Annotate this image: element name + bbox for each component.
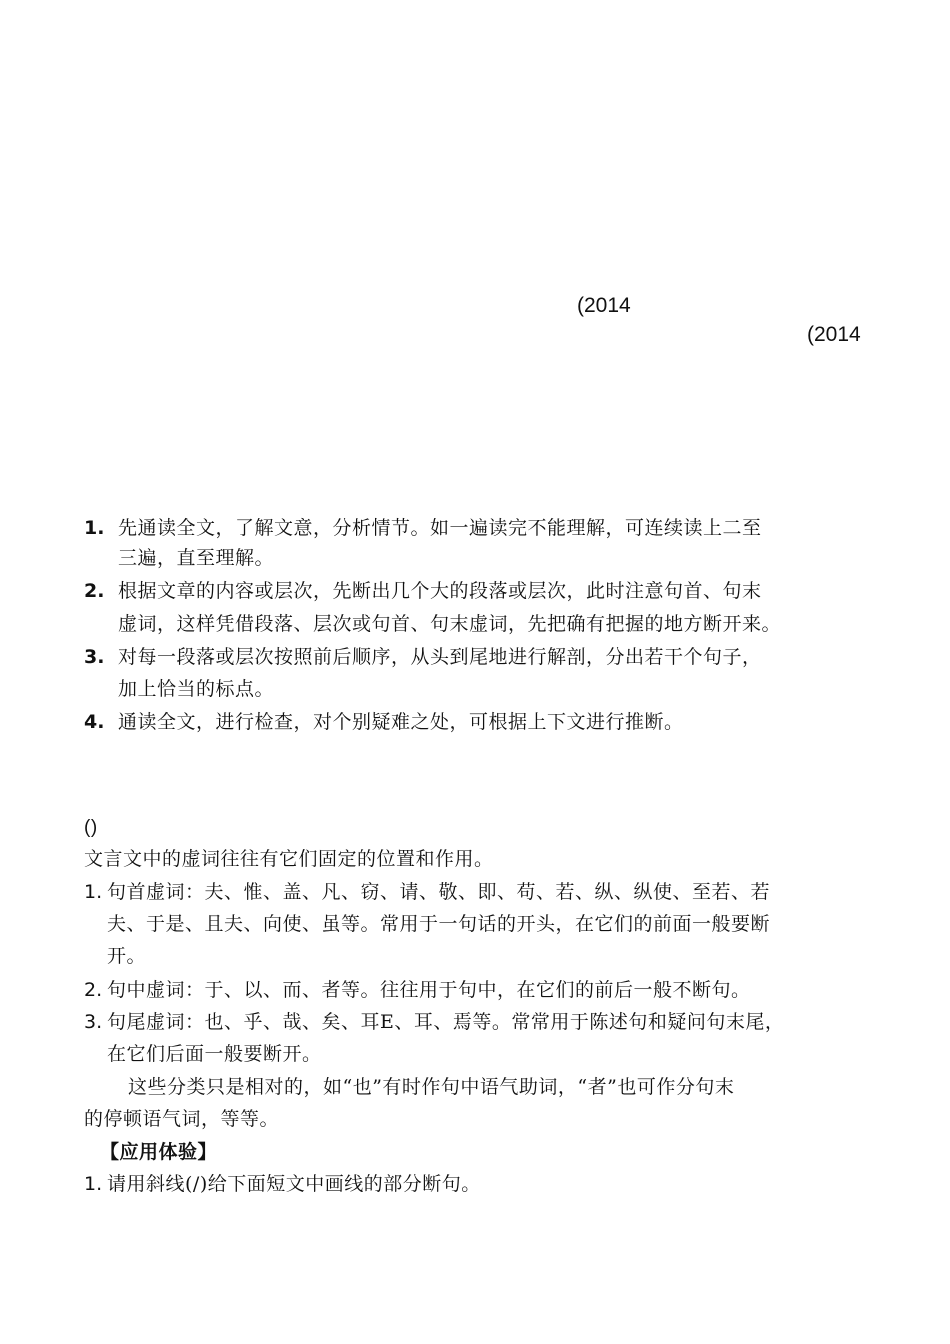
particle-item-1-number: 1.: [84, 881, 103, 903]
method-item-4-number: 4.: [84, 711, 105, 733]
particles-heading: (): [84, 817, 98, 838]
practice-item-text: 请用斜线(/)给下面短文中画线的部分断句。: [107, 1173, 481, 1195]
particle-item-2-line-1: 句中虚词：于、以、而、者等。往往用于句中，在它们的前后一般不断句。: [107, 979, 751, 1001]
year-fragment-2: (2014: [807, 323, 861, 346]
particles-intro: 文言文中的虚词往往有它们固定的位置和作用。: [84, 848, 494, 870]
method-item-4-line-1: 通读全文，进行检查，对个别疑难之处，可根据上下文进行推断。: [118, 711, 684, 733]
particle-item-1-line-2: 夫、于是、且夫、向使、虽等。常用于一句话的开头，在它们的前面一般要断: [107, 913, 771, 935]
particle-item-1-line-3: 开。: [107, 945, 147, 967]
practice-item-number: 1.: [84, 1173, 103, 1195]
method-item-2-line-1: 根据文章的内容或层次，先断出几个大的段落或层次，此时注意句首、句末: [118, 580, 762, 602]
particle-item-3-line-2: 在它们后面一般要断开。: [107, 1043, 322, 1065]
practice-heading: 【应用体验】: [100, 1141, 218, 1163]
method-item-3-line-2: 加上恰当的标点。: [118, 678, 275, 700]
particle-item-1-line-1: 句首虚词：夫、惟、盖、凡、窃、请、敬、即、苟、若、纵、纵使、至若、若: [107, 881, 771, 903]
note-line-1: 这些分类只是相对的，如“也”有时作句中语气助词，“者”也可作分句末: [128, 1076, 735, 1098]
particle-item-3-number: 3.: [84, 1011, 103, 1033]
method-item-1-line-2: 三遍，直至理解。: [118, 547, 275, 569]
method-item-1-line-1: 先通读全文，了解文意，分析情节。如一遍读完不能理解，可连续读上二至: [118, 517, 762, 539]
method-item-3-line-1: 对每一段落或层次按照前后顺序，从头到尾地进行解剖，分出若干个句子，: [118, 646, 762, 668]
particle-item-2-number: 2.: [84, 979, 103, 1001]
method-item-1-number: 1.: [84, 517, 105, 539]
particle-item-3-line-1: 句尾虚词：也、乎、哉、矣、耳E、耳、焉等。常常用于陈述句和疑问句末尾，: [107, 1011, 785, 1033]
note-line-2: 的停顿语气词，等等。: [84, 1108, 280, 1130]
method-item-2-number: 2.: [84, 580, 105, 602]
method-item-2-line-2: 虚词，这样凭借段落、层次或句首、句末虚词，先把确有把握的地方断开来。: [118, 613, 782, 635]
year-fragment-1: (2014: [577, 294, 631, 317]
method-item-3-number: 3.: [84, 646, 105, 668]
